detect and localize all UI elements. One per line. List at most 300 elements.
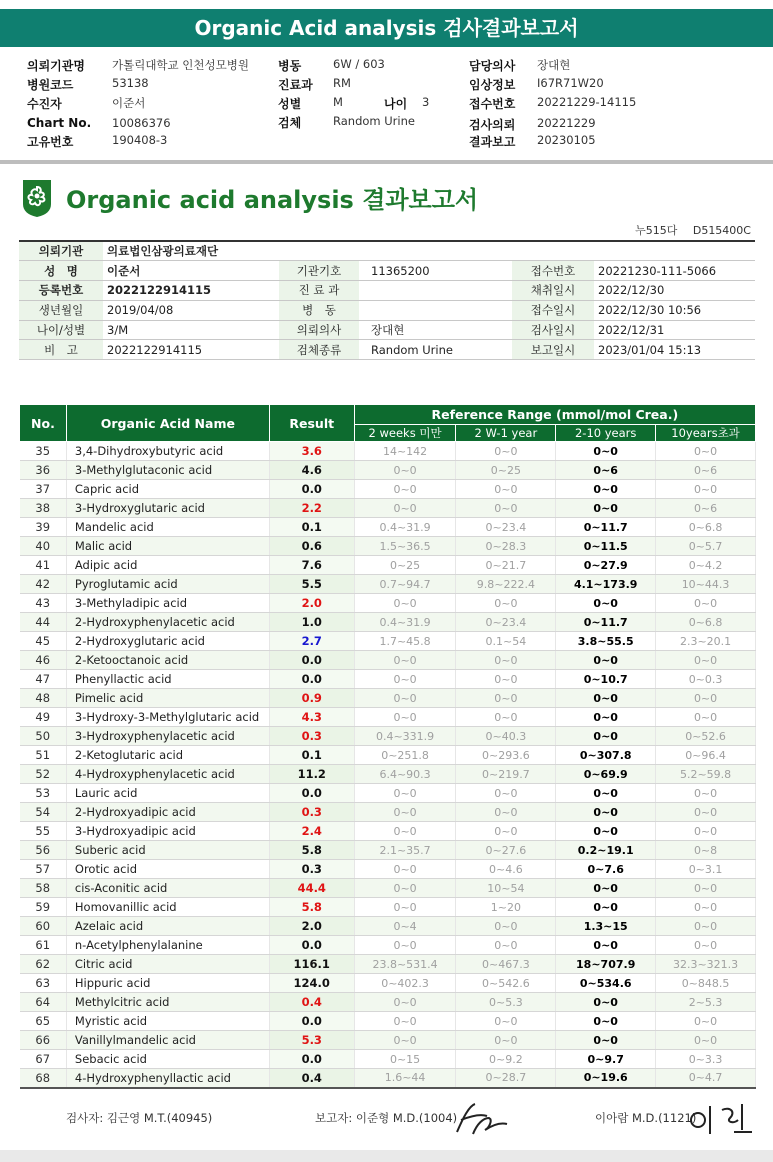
cell-result: 0.0 — [269, 480, 354, 499]
receipt-label: 접수번호 — [469, 97, 516, 111]
cell-ref-10y: 0~0 — [656, 936, 756, 955]
field-label: 등록번호 — [19, 281, 103, 301]
cell-ref-1y: 0~0 — [456, 651, 556, 670]
cell-ref-10y: 0~0 — [656, 803, 756, 822]
cell-ref-10y: 0~3.1 — [656, 860, 756, 879]
cell-ref-2w: 1.5~36.5 — [354, 537, 456, 556]
request-value: 20221229 — [537, 116, 596, 130]
cell-ref-2w: 0~0 — [354, 993, 456, 1012]
table-row — [20, 879, 756, 898]
unique-value: 190408-3 — [112, 133, 168, 147]
hospital-code-value: 53138 — [112, 76, 149, 90]
cell-ref-10y: 0~0 — [656, 879, 756, 898]
cell-ref-2-10y: 0~27.9 — [556, 556, 656, 575]
cell-no: 36 — [20, 461, 67, 480]
cell-ref-2w: 0~251.8 — [354, 746, 456, 765]
cell-ref-2w: 0~0 — [354, 461, 456, 480]
cell-ref-2w: 0~0 — [354, 594, 456, 613]
results-table — [19, 404, 756, 1089]
cell-ref-2w: 0~0 — [354, 1031, 456, 1050]
cell-no: 63 — [20, 974, 67, 993]
cell-name: 2-Hydroxyglutaric acid — [66, 632, 269, 651]
cell-ref-2w: 0~15 — [354, 1050, 456, 1069]
request-label: 검사의뢰 — [469, 118, 516, 132]
doctor-signature — [686, 1100, 756, 1138]
report-date-value: 20230105 — [537, 133, 596, 147]
table-row — [20, 689, 756, 708]
field-value: 2022122914115 — [103, 340, 279, 360]
table-row — [20, 1031, 756, 1050]
field-label: 진 료 과 — [279, 281, 359, 301]
cell-ref-1y: 0~27.6 — [456, 841, 556, 860]
cell-no: 51 — [20, 746, 67, 765]
cell-result: 116.1 — [269, 955, 354, 974]
cell-name: Myristic acid — [66, 1012, 269, 1031]
table-row — [20, 1012, 756, 1031]
cell-name: Citric acid — [66, 955, 269, 974]
field-label: 생년월일 — [19, 300, 103, 320]
cell-name: 3-Hydroxyphenylacetic acid — [66, 727, 269, 746]
cell-no: 53 — [20, 784, 67, 803]
field-value: 이준서 — [103, 261, 279, 281]
cell-name: 2-Hydroxyadipic acid — [66, 803, 269, 822]
cell-ref-10y: 0~848.5 — [656, 974, 756, 993]
cell-ref-1y: 0~0 — [456, 442, 556, 461]
cell-ref-1y: 0~21.7 — [456, 556, 556, 575]
tester-signoff: 검사자: 김근영 M.T.(40945) — [66, 1111, 213, 1125]
field-value: 2019/04/08 — [103, 300, 279, 320]
cell-ref-2-10y: 0~0 — [556, 708, 656, 727]
doctor-value: 장대현 — [537, 58, 571, 72]
cell-no: 48 — [20, 689, 67, 708]
cell-ref-2w: 0~0 — [354, 708, 456, 727]
cell-ref-2-10y: 0~0 — [556, 499, 656, 518]
cell-ref-2w: 0~0 — [354, 651, 456, 670]
request-info — [0, 54, 773, 154]
cell-ref-2w: 0~0 — [354, 480, 456, 499]
cell-ref-10y: 0~4.7 — [656, 1069, 756, 1088]
table-row — [20, 1069, 756, 1088]
cell-ref-1y: 0~0 — [456, 1031, 556, 1050]
cell-ref-2w: 1.6~44 — [354, 1069, 456, 1088]
field-label: 접수일시 — [512, 300, 594, 320]
cell-result: 4.6 — [269, 461, 354, 480]
cell-ref-2-10y: 0~0 — [556, 879, 656, 898]
table-row — [20, 727, 756, 746]
cell-name: Sebacic acid — [66, 1050, 269, 1069]
table-row — [20, 575, 756, 594]
receipt-value: 20221229-14115 — [537, 95, 637, 109]
cell-no: 35 — [20, 442, 67, 461]
cell-no: 47 — [20, 670, 67, 689]
cell-no: 46 — [20, 651, 67, 670]
cell-name: 3,4-Dihydroxybutyric acid — [66, 442, 269, 461]
cell-ref-1y: 0~0 — [456, 1012, 556, 1031]
cell-ref-10y: 32.3~321.3 — [656, 955, 756, 974]
cell-result: 2.0 — [269, 594, 354, 613]
cell-ref-10y: 0~0 — [656, 784, 756, 803]
patient-info-table — [19, 240, 755, 360]
cell-ref-1y: 0~542.6 — [456, 974, 556, 993]
cell-ref-1y: 0~0 — [456, 803, 556, 822]
cell-ref-1y: 0.1~54 — [456, 632, 556, 651]
table-row — [20, 442, 756, 461]
report-date-label: 결과보고 — [469, 135, 516, 149]
table-row — [20, 537, 756, 556]
cell-ref-10y: 0~4.2 — [656, 556, 756, 575]
cell-ref-2-10y: 0~0 — [556, 898, 656, 917]
field-label: 접수번호 — [512, 261, 594, 281]
cell-ref-2-10y: 0~0 — [556, 1012, 656, 1031]
cell-ref-1y: 1~20 — [456, 898, 556, 917]
cell-ref-10y: 0~0 — [656, 1012, 756, 1031]
cell-ref-10y: 0~6.8 — [656, 613, 756, 632]
cell-ref-2-10y: 0~0 — [556, 689, 656, 708]
field-label: 나이/성별 — [19, 320, 103, 340]
cell-ref-1y: 0~0 — [456, 480, 556, 499]
cell-result: 0.1 — [269, 746, 354, 765]
reporter-signature — [451, 1098, 513, 1138]
cell-ref-2w: 0~0 — [354, 1012, 456, 1031]
cell-ref-1y: 0~28.7 — [456, 1069, 556, 1088]
cell-ref-10y: 0~96.4 — [656, 746, 756, 765]
table-row — [20, 841, 756, 860]
cell-ref-2w: 0~402.3 — [354, 974, 456, 993]
patient-row — [19, 281, 755, 301]
cell-ref-2w: 0.4~331.9 — [354, 727, 456, 746]
table-row — [20, 803, 756, 822]
cell-ref-10y: 10~44.3 — [656, 575, 756, 594]
cell-result: 0.0 — [269, 936, 354, 955]
cell-no: 56 — [20, 841, 67, 860]
table-row — [20, 1050, 756, 1069]
cell-ref-1y: 0~219.7 — [456, 765, 556, 784]
cell-ref-2-10y: 0~11.7 — [556, 613, 656, 632]
table-row — [20, 936, 756, 955]
cell-ref-10y: 0~6 — [656, 499, 756, 518]
cell-ref-2-10y: 0~19.6 — [556, 1069, 656, 1088]
field-value: Random Urine — [359, 340, 512, 360]
cell-ref-2-10y: 0~7.6 — [556, 860, 656, 879]
table-row — [20, 784, 756, 803]
cell-result: 0.6 — [269, 537, 354, 556]
cell-ref-2w: 2.1~35.7 — [354, 841, 456, 860]
cell-ref-2-10y: 0~0 — [556, 651, 656, 670]
cell-name: Pyroglutamic acid — [66, 575, 269, 594]
field-label: 성 명 — [19, 261, 103, 281]
cell-ref-10y: 0~0 — [656, 822, 756, 841]
cell-ref-10y: 0~6 — [656, 461, 756, 480]
table-row — [20, 556, 756, 575]
clinical-label: 임상정보 — [469, 78, 516, 92]
cell-name: Azelaic acid — [66, 917, 269, 936]
cell-ref-2w: 0~0 — [354, 803, 456, 822]
table-row — [20, 993, 756, 1012]
cell-ref-2-10y: 0~0 — [556, 822, 656, 841]
cell-name: Phenyllactic acid — [66, 670, 269, 689]
cell-ref-2w: 0~0 — [354, 499, 456, 518]
cell-ref-10y: 0~52.6 — [656, 727, 756, 746]
cell-ref-2-10y: 3.8~55.5 — [556, 632, 656, 651]
patient-value: 이준서 — [112, 96, 146, 110]
lab-logo-icon — [19, 178, 55, 218]
patient-row — [19, 320, 755, 340]
cell-ref-2w: 0~0 — [354, 822, 456, 841]
report-title: Organic acid analysis 결과보고서 — [66, 186, 479, 214]
col-header-ref-4: 10years초과 — [656, 425, 756, 442]
cell-name: 3-Methylglutaconic acid — [66, 461, 269, 480]
cell-ref-2-10y: 0~0 — [556, 993, 656, 1012]
report-top-title: Organic Acid analysis 검사결과보고서 — [0, 9, 773, 47]
table-row — [20, 917, 756, 936]
cell-name: Homovanillic acid — [66, 898, 269, 917]
sex-value: M — [333, 95, 343, 109]
cell-ref-2w: 0~0 — [354, 784, 456, 803]
cell-result: 0.4 — [269, 1069, 354, 1088]
cell-name: 4-Hydroxyphenylacetic acid — [66, 765, 269, 784]
cell-name: Capric acid — [66, 480, 269, 499]
patient-label: 수진자 — [27, 97, 62, 111]
cell-ref-1y: 0~9.2 — [456, 1050, 556, 1069]
cell-name: 3-Hydroxyadipic acid — [66, 822, 269, 841]
cell-no: 41 — [20, 556, 67, 575]
cell-ref-2-10y: 0~0 — [556, 480, 656, 499]
cell-ref-2-10y: 1.3~15 — [556, 917, 656, 936]
cell-ref-2w: 0.7~94.7 — [354, 575, 456, 594]
cell-ref-2-10y: 0~11.5 — [556, 537, 656, 556]
cell-ref-1y: 0~293.6 — [456, 746, 556, 765]
field-label: 보고일시 — [512, 340, 594, 360]
sex-label: 성별 — [278, 97, 302, 111]
cell-ref-2w: 0~0 — [354, 936, 456, 955]
field-value: 장대현 — [359, 320, 512, 340]
cell-no: 62 — [20, 955, 67, 974]
cell-ref-1y: 0~0 — [456, 822, 556, 841]
cell-name: Suberic acid — [66, 841, 269, 860]
cell-result: 5.5 — [269, 575, 354, 594]
cell-ref-1y: 0~467.3 — [456, 955, 556, 974]
field-value: 2022/12/30 10:56 — [594, 300, 755, 320]
table-row — [20, 765, 756, 784]
cell-result: 1.0 — [269, 613, 354, 632]
cell-no: 42 — [20, 575, 67, 594]
table-row — [20, 518, 756, 537]
cell-ref-10y: 0~0 — [656, 594, 756, 613]
cell-no: 65 — [20, 1012, 67, 1031]
cell-no: 60 — [20, 917, 67, 936]
cell-ref-1y: 0~0 — [456, 784, 556, 803]
cell-ref-10y: 0~0 — [656, 708, 756, 727]
cell-ref-10y: 0~0.3 — [656, 670, 756, 689]
cell-ref-2w: 0.4~31.9 — [354, 613, 456, 632]
table-row — [20, 499, 756, 518]
cell-no: 55 — [20, 822, 67, 841]
cell-ref-1y: 0~23.4 — [456, 613, 556, 632]
cell-ref-2w: 0~4 — [354, 917, 456, 936]
cell-result: 0.4 — [269, 993, 354, 1012]
cell-ref-1y: 0~0 — [456, 936, 556, 955]
col-header-result: Result — [269, 405, 354, 442]
cell-result: 0.3 — [269, 803, 354, 822]
table-row — [20, 594, 756, 613]
specimen-label: 검체 — [278, 116, 302, 130]
cell-name: Mandelic acid — [66, 518, 269, 537]
form-code-2: D515400C — [692, 224, 751, 237]
institution-value: 가톨릭대학교 인천성모병원 — [112, 58, 249, 72]
cell-ref-10y: 5.2~59.8 — [656, 765, 756, 784]
cell-name: 2-Ketooctanoic acid — [66, 651, 269, 670]
cell-ref-1y: 0~4.6 — [456, 860, 556, 879]
cell-result: 2.7 — [269, 632, 354, 651]
cell-name: Malic acid — [66, 537, 269, 556]
cell-ref-2w: 0~0 — [354, 670, 456, 689]
cell-ref-10y: 0~0 — [656, 480, 756, 499]
cell-ref-2-10y: 0~6 — [556, 461, 656, 480]
clinical-value: I67R71W20 — [537, 76, 604, 90]
cell-no: 61 — [20, 936, 67, 955]
cell-ref-2w: 23.8~531.4 — [354, 955, 456, 974]
cell-result: 2.2 — [269, 499, 354, 518]
cell-ref-2-10y: 0~0 — [556, 784, 656, 803]
cell-ref-1y: 0~0 — [456, 499, 556, 518]
chart-value: 10086376 — [112, 116, 171, 130]
cell-result: 11.2 — [269, 765, 354, 784]
field-label: 병 동 — [279, 300, 359, 320]
cell-ref-2w: 1.7~45.8 — [354, 632, 456, 651]
cell-ref-10y: 0~0 — [656, 689, 756, 708]
ward-label: 병동 — [278, 59, 302, 73]
cell-result: 2.0 — [269, 917, 354, 936]
field-value: 2022/12/31 — [594, 320, 755, 340]
table-row — [20, 822, 756, 841]
hospital-code-label: 병원코드 — [27, 78, 74, 92]
chart-label: Chart No. — [27, 116, 92, 130]
field-value: 2022/12/30 — [594, 281, 755, 301]
table-row — [20, 898, 756, 917]
age-value: 3 — [422, 95, 430, 109]
results-header-row — [20, 405, 756, 425]
table-row — [20, 708, 756, 727]
cell-result: 4.3 — [269, 708, 354, 727]
footer — [0, 1098, 773, 1138]
cell-no: 59 — [20, 898, 67, 917]
cell-ref-10y: 0~0 — [656, 442, 756, 461]
table-row — [20, 632, 756, 651]
cell-ref-1y: 0~5.3 — [456, 993, 556, 1012]
cell-result: 0.0 — [269, 1012, 354, 1031]
dept-value: RM — [333, 76, 351, 90]
doctor-label: 담당의사 — [469, 59, 516, 73]
patient-row — [19, 261, 755, 281]
cell-result: 0.0 — [269, 651, 354, 670]
dept-label: 진료과 — [278, 78, 313, 92]
cell-ref-2-10y: 0~0 — [556, 594, 656, 613]
col-header-no: No. — [20, 405, 67, 442]
cell-ref-2w: 0~0 — [354, 879, 456, 898]
cell-ref-2-10y: 0~10.7 — [556, 670, 656, 689]
cell-ref-2-10y: 4.1~173.9 — [556, 575, 656, 594]
cell-ref-10y: 0~0 — [656, 898, 756, 917]
cell-result: 0.9 — [269, 689, 354, 708]
field-label: 채취일시 — [512, 281, 594, 301]
col-header-ref-1: 2 weeks 미만 — [354, 425, 456, 442]
cell-ref-2-10y: 0~11.7 — [556, 518, 656, 537]
cell-no: 45 — [20, 632, 67, 651]
table-row — [20, 670, 756, 689]
cell-ref-10y: 0~3.3 — [656, 1050, 756, 1069]
cell-ref-2w: 0.4~31.9 — [354, 518, 456, 537]
col-header-ref-2: 2 W-1 year — [456, 425, 556, 442]
patient-row — [19, 300, 755, 320]
col-header-name: Organic Acid Name — [66, 405, 269, 442]
table-row — [20, 746, 756, 765]
section-divider — [0, 160, 773, 164]
cell-ref-1y: 9.8~222.4 — [456, 575, 556, 594]
field-label: 비 고 — [19, 340, 103, 360]
cell-result: 5.8 — [269, 841, 354, 860]
cell-no: 37 — [20, 480, 67, 499]
cell-ref-2w: 6.4~90.3 — [354, 765, 456, 784]
field-value: 20221230-111-5066 — [594, 261, 755, 281]
cell-result: 0.0 — [269, 784, 354, 803]
cell-ref-2w: 0~25 — [354, 556, 456, 575]
cell-no: 43 — [20, 594, 67, 613]
cell-ref-1y: 0~0 — [456, 670, 556, 689]
field-value: 2023/01/04 15:13 — [594, 340, 755, 360]
cell-ref-1y: 0~0 — [456, 689, 556, 708]
cell-no: 49 — [20, 708, 67, 727]
cell-ref-2-10y: 0~9.7 — [556, 1050, 656, 1069]
cell-ref-2-10y: 0~0 — [556, 1031, 656, 1050]
cell-name: Pimelic acid — [66, 689, 269, 708]
results-body — [20, 442, 756, 1088]
cell-ref-10y: 0~8 — [656, 841, 756, 860]
cell-ref-1y: 0~40.3 — [456, 727, 556, 746]
table-row — [20, 461, 756, 480]
ward-value: 6W / 603 — [333, 57, 385, 71]
cell-result: 0.1 — [269, 518, 354, 537]
institution-label: 의뢰기관명 — [27, 59, 85, 73]
cell-no: 52 — [20, 765, 67, 784]
cell-ref-2-10y: 0~0 — [556, 442, 656, 461]
cell-name: cis-Aconitic acid — [66, 879, 269, 898]
cell-result: 3.6 — [269, 442, 354, 461]
cell-no: 57 — [20, 860, 67, 879]
field-value: 3/M — [103, 320, 279, 340]
cell-ref-2-10y: 0~534.6 — [556, 974, 656, 993]
specimen-value: Random Urine — [333, 114, 415, 128]
cell-result: 0.0 — [269, 1050, 354, 1069]
field-label: 검체종류 — [279, 340, 359, 360]
cell-result: 7.6 — [269, 556, 354, 575]
cell-ref-2w: 0~0 — [354, 860, 456, 879]
cell-ref-10y: 0~6.8 — [656, 518, 756, 537]
cell-result: 5.3 — [269, 1031, 354, 1050]
cell-no: 40 — [20, 537, 67, 556]
cell-ref-10y: 2.3~20.1 — [656, 632, 756, 651]
field-value — [359, 281, 512, 301]
cell-ref-10y: 2~5.3 — [656, 993, 756, 1012]
cell-ref-10y: 0~0 — [656, 1031, 756, 1050]
cell-name: 3-Hydroxyglutaric acid — [66, 499, 269, 518]
cell-no: 58 — [20, 879, 67, 898]
table-row — [20, 955, 756, 974]
field-label: 검사일시 — [512, 320, 594, 340]
cell-ref-2-10y: 0~0 — [556, 936, 656, 955]
cell-name: Adipic acid — [66, 556, 269, 575]
cell-no: 66 — [20, 1031, 67, 1050]
field-label: 의뢰의사 — [279, 320, 359, 340]
